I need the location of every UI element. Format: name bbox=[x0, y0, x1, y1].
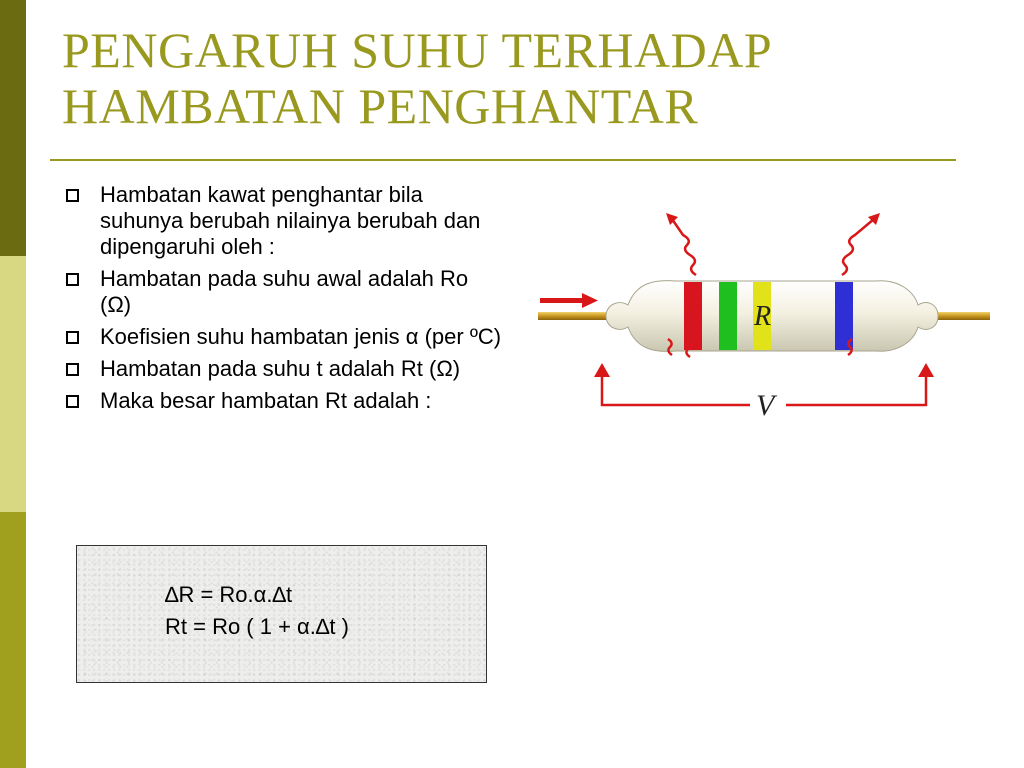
heat-wave-arrow-icon bbox=[672, 219, 696, 275]
sidebar-segment-bottom bbox=[0, 512, 26, 768]
resistor-diagram bbox=[536, 205, 992, 425]
square-bullet-icon bbox=[66, 273, 79, 286]
bullet-item bbox=[62, 324, 502, 350]
formula-delta-r: ∆R = Ro.α.∆t bbox=[165, 582, 293, 607]
voltage-arrow-right-icon bbox=[918, 363, 934, 377]
sidebar-segment-top bbox=[0, 0, 26, 256]
bullet-text: Hambatan kawat penghantar bila suhunya berubah nilainya berubah dan dipengaruhi oleh : bbox=[100, 182, 481, 259]
slide-title-line-2: HAMBATAN PENGHANTAR bbox=[62, 78, 699, 134]
formula-rt: Rt = Ro ( 1 + α.∆t ) bbox=[165, 614, 349, 639]
bullet-item bbox=[62, 182, 502, 260]
bullet-text: Hambatan pada suhu awal adalah Ro (Ω) bbox=[100, 266, 469, 317]
color-band-2 bbox=[719, 282, 737, 350]
heat-wave-arrow-icon bbox=[842, 219, 874, 275]
resistor-label: R bbox=[754, 301, 772, 332]
slide-title-line-1: PENGARUH SUHU TERHADAP bbox=[62, 22, 773, 78]
bullet-item bbox=[62, 266, 502, 318]
bullet-item bbox=[62, 356, 502, 382]
bullet-text: Maka besar hambatan Rt adalah : bbox=[100, 388, 432, 413]
bullet-text: Koefisien suhu hambatan jenis α (per ºC) bbox=[100, 324, 502, 349]
square-bullet-icon bbox=[66, 395, 79, 408]
bullet-list bbox=[62, 182, 502, 420]
square-bullet-icon bbox=[66, 363, 79, 376]
bullet-text: Hambatan pada suhu t adalah Rt (Ω) bbox=[100, 356, 461, 381]
square-bullet-icon bbox=[66, 189, 79, 202]
bullet-item bbox=[62, 388, 502, 414]
slide-title bbox=[62, 22, 962, 134]
square-bullet-icon bbox=[66, 331, 79, 344]
title-divider bbox=[50, 159, 956, 161]
resistor-body bbox=[606, 281, 938, 352]
current-arrow-icon bbox=[540, 293, 598, 308]
sidebar-segment-middle bbox=[0, 256, 26, 512]
color-band-1 bbox=[684, 282, 702, 350]
formula-box bbox=[76, 545, 487, 683]
voltage-label: V bbox=[756, 389, 775, 422]
voltage-arrow-left-icon bbox=[594, 363, 610, 377]
